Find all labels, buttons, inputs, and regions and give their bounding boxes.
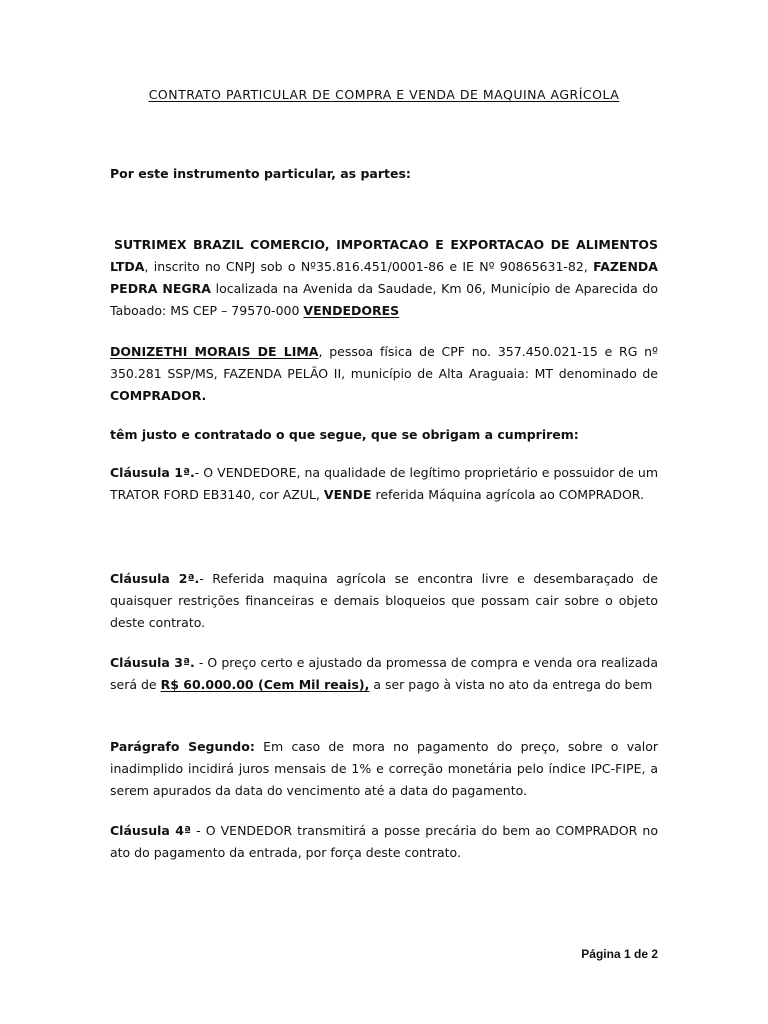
clause-1-text-2: referida Máquina agrícola ao COMPRADOR. [371,487,645,502]
agreement-text: têm justo e contratado o que segue, que se obrigam a cumprirem: [110,427,579,442]
title-text: CONTRATO PARTICULAR DE COMPRA E VENDA DE MAQUINA AGRÍCOLA [148,87,620,102]
intro-text: Por este instrumento particular, as partes: [110,166,411,181]
clause-3-text-2: a ser pago à vista no ato da entrega do bem [369,677,653,692]
buyer-paragraph [110,341,658,407]
seller-farm: FAZENDA PEDRA NEGRA [110,259,658,296]
clause-2-label: Cláusula 2ª. [110,571,200,586]
clause-3-text-1: - O preço certo e ajustado da promessa de compra e venda ora realizada será de [110,655,658,692]
intro-paragraph [110,163,658,185]
page-number: Página 1 de 2 [581,947,658,961]
seller-name: SUTRIMEX BRAZIL COMERCIO, IMPORTACAO E EXPORTACAO DE ALIMENTOS LTDA [110,237,658,274]
agreement-paragraph [110,424,658,446]
buyer-role: COMPRADOR. [110,388,207,403]
seller-role: VENDEDORES [303,303,400,318]
clause-4 [110,820,658,864]
clause-1-label: Cláusula 1ª. [110,465,195,480]
seller-paragraph [110,234,658,322]
clause-2 [110,568,658,634]
buyer-text-1: , pessoa física de CPF no. 357.450.021-15 e RG nº 350.281 SSP/MS, FAZENDA PELÃO II, município de Alta Araguaia: MT denominado de [110,344,658,381]
clause-2-text: - Referida maquina agrícola se encontra livre e desembaraçado de quaisquer restrições financeiras e demais bloqueios que possam cair sobre o objeto deste contrato. [110,571,658,630]
paragraph-segundo-label: Parágrafo Segundo: [110,739,255,754]
clause-4-label: Cláusula 4ª [110,823,192,838]
clause-1-bold: VENDE [323,487,372,502]
clause-3-price: R$ 60.000.00 (Cem Mil reais), [160,677,370,692]
clause-1 [110,462,658,506]
clause-3 [110,652,658,696]
paragraph-segundo-text: Em caso de mora no pagamento do preço, sobre o valor inadimplido incidirá juros mensais de 1% e correção monetária pelo índice IPC-FIPE, a serem apurados da data do vencimento até a data do pagamento. [110,739,659,798]
clause-4-text: - O VENDEDOR transmitirá a posse precária do bem ao COMPRADOR no ato do pagamento da entrada, por força deste contrato. [110,823,659,860]
buyer-name: DONIZETHI MORAIS DE LIMA [110,344,319,359]
clause-1-text-1: - O VENDEDORE, na qualidade de legítimo proprietário e possuidor de um TRATOR FORD EB3140, cor AZUL, [110,465,658,502]
seller-text-1: , inscrito no CNPJ sob o Nº35.816.451/0001-86 e IE Nº 90865631-82, [144,259,594,274]
seller-text-2: localizada na Avenida da Saudade, Km 06, Município de Aparecida do Taboado: MS CEP – 79570-000 [110,281,658,318]
paragraph-segundo [110,736,658,802]
document-title [0,87,768,102]
clause-3-label: Cláusula 3ª. [110,655,195,670]
